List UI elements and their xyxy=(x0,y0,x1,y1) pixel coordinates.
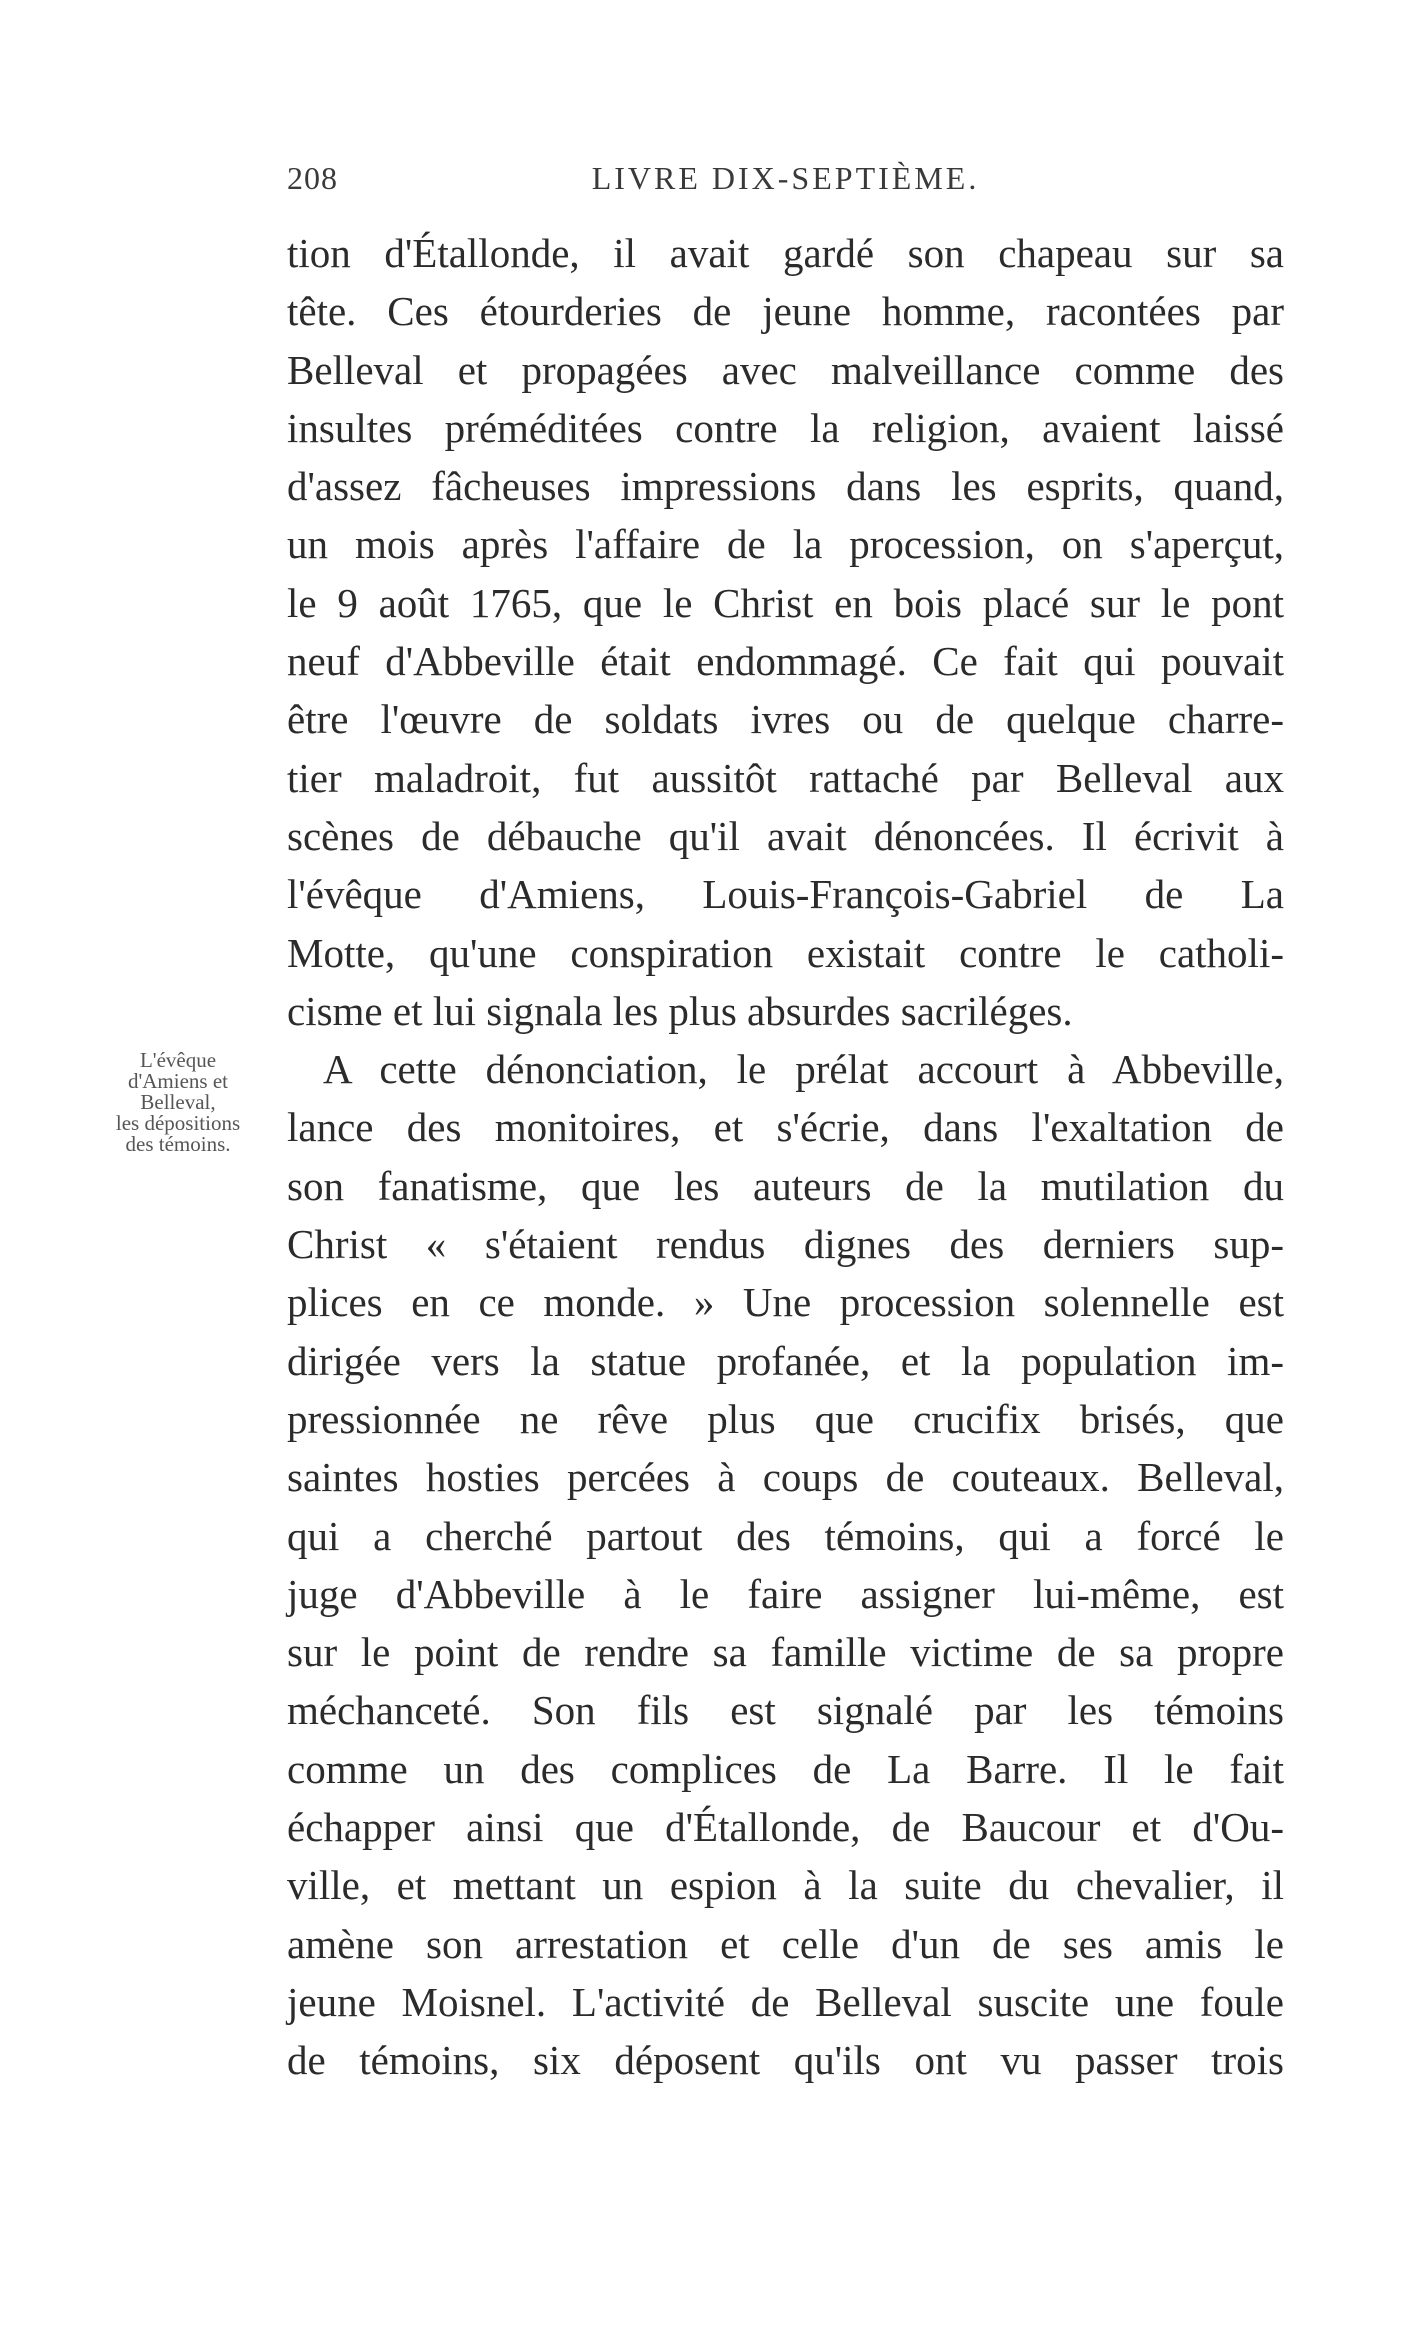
text-line: de témoins, six déposent qu'ils ont vu passer trois xyxy=(287,2037,1284,2084)
text-line: A cette dénonciation, le prélat accourt à Abbeville, xyxy=(323,1046,1284,1093)
text-line: jeune Moisnel. L'activité de Belleval suscite une foule xyxy=(287,1978,1284,2025)
text-line: l'évêque d'Amiens, Louis-François-Gabriel de La xyxy=(287,871,1284,918)
margin-note-line: L'évêque xyxy=(139,1048,217,1072)
text-line: tion d'Étallonde, il avait gardé son chapeau sur sa xyxy=(287,230,1284,276)
text-line: méchanceté. Son fils est signalé par les témoins xyxy=(287,1687,1284,1734)
text-line: tête. Ces étourderies de jeune homme, racontées par xyxy=(287,288,1284,335)
text-line: Motte, qu'une conspiration existait contre le catholi- xyxy=(287,929,1284,976)
page-header xyxy=(287,160,1284,204)
text-line: cisme et lui signala les plus absurdes sacriléges. xyxy=(287,987,1073,1034)
text-line: Christ « s'étaient rendus dignes des derniers sup- xyxy=(287,1221,1284,1268)
margin-note-line: d'Amiens et xyxy=(127,1069,229,1093)
margin-note-line: des témoins. xyxy=(125,1132,231,1156)
text-line: qui a cherché partout des témoins, qui a forcé le xyxy=(287,1512,1284,1559)
text-line: tier maladroit, fut aussitôt rattaché par Belleval aux xyxy=(287,754,1284,801)
page-number: 208 xyxy=(287,160,338,196)
text-line: un mois après l'affaire de la procession, on s'aperçut, xyxy=(287,521,1284,568)
text-line: neuf d'Abbeville était endommagé. Ce fait qui pouvait xyxy=(287,638,1284,685)
text-line: juge d'Abbeville à le faire assigner lui-même, est xyxy=(287,1570,1284,1617)
text-line: son fanatisme, que les auteurs de la mutilation du xyxy=(287,1162,1284,1209)
margin-note-line: les dépositions xyxy=(115,1111,241,1135)
running-head: LIVRE DIX-SEPTIÈME. xyxy=(591,160,980,196)
margin-note xyxy=(78,1050,278,1155)
text-line: échapper ainsi que d'Étallonde, de Baucour et d'Ou- xyxy=(287,1804,1284,1851)
text-line: sur le point de rendre sa famille victime de sa propre xyxy=(287,1629,1284,1676)
text-line: amène son arrestation et celle d'un de ses amis le xyxy=(287,1920,1284,1967)
margin-note-line: Belleval, xyxy=(140,1090,216,1114)
body-text xyxy=(287,224,1284,2090)
text-line: le 9 août 1765, que le Christ en bois placé sur le pont xyxy=(287,579,1284,626)
text-line: d'assez fâcheuses impressions dans les esprits, quand, xyxy=(287,463,1284,510)
text-line: ville, et mettant un espion à la suite du chevalier, il xyxy=(287,1862,1284,1909)
text-line: être l'œuvre de soldats ivres ou de quelque charre- xyxy=(287,696,1284,743)
text-line: scènes de débauche qu'il avait dénoncées. Il écrivit à xyxy=(287,812,1284,859)
text-line: pressionnée ne rêve plus que crucifix brisés, que xyxy=(287,1395,1284,1442)
text-line: plices en ce monde. » Une procession solennelle est xyxy=(287,1279,1284,1326)
text-line: comme un des complices de La Barre. Il le fait xyxy=(287,1745,1284,1792)
text-line: lance des monitoires, et s'écrie, dans l'exaltation de xyxy=(287,1104,1284,1151)
text-line: saintes hosties percées à coups de couteaux. Belleval, xyxy=(287,1454,1284,1501)
text-line: Belleval et propagées avec malveillance comme des xyxy=(287,346,1284,393)
text-line: dirigée vers la statue profanée, et la population im- xyxy=(287,1337,1284,1384)
text-line: insultes préméditées contre la religion, avaient laissé xyxy=(287,404,1284,451)
